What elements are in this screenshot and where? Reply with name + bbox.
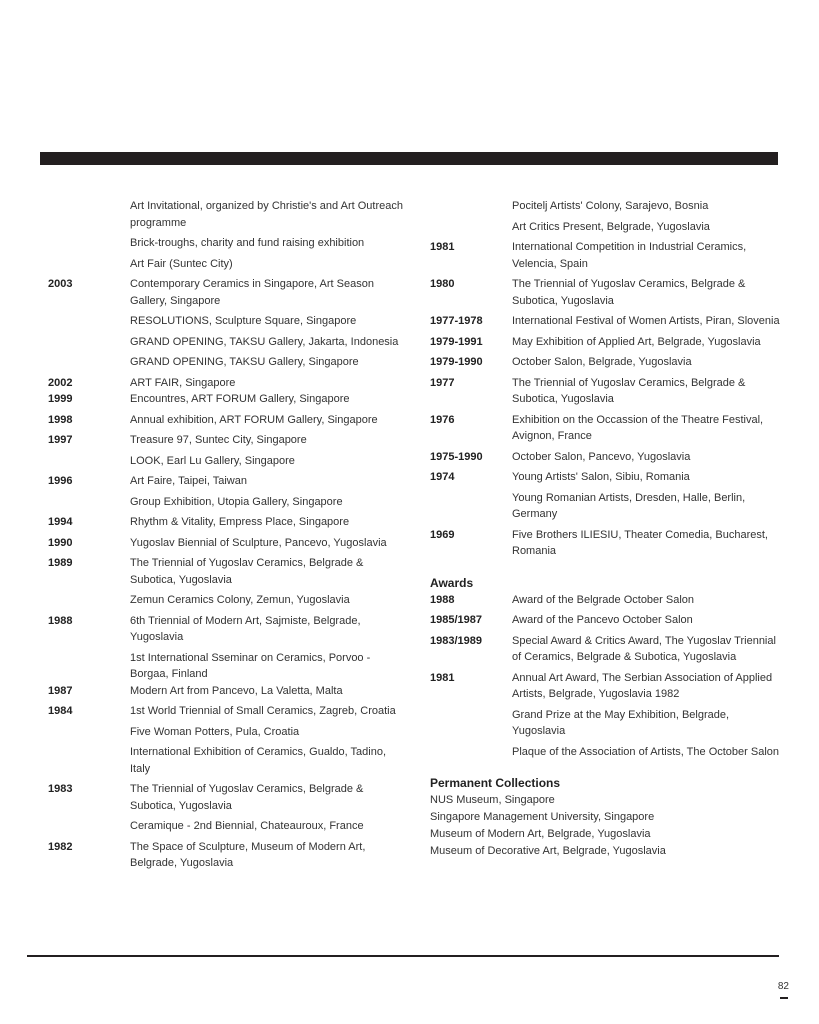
entry-year: 1988 (430, 593, 455, 606)
list-item (430, 490, 780, 523)
entry-text: Exhibition on the Occassion of the Theatre Festival, Avignon, France (512, 413, 764, 442)
list-item (48, 818, 408, 835)
entry-text: LOOK, Earl Lu Gallery, Singapore (130, 454, 295, 467)
entry-text: Young Romanian Artists, Dresden, Halle, Berlin, Germany (512, 491, 746, 520)
entry-year: 1987 (48, 684, 73, 697)
entry-text: ART FAIR, Singapore (130, 376, 236, 389)
list-item (430, 375, 780, 408)
list-item (48, 375, 408, 392)
list-item (48, 535, 408, 552)
entry-year (48, 650, 130, 683)
list-item (48, 354, 408, 371)
entry-year (430, 744, 512, 761)
list-item (430, 313, 780, 330)
entry-year (48, 334, 130, 351)
entry-text: Art Critics Present, Belgrade, Yugoslavia (512, 220, 710, 233)
entry-year (48, 313, 130, 330)
entry-year (48, 724, 130, 741)
entry-year (48, 494, 130, 511)
list-item (430, 670, 780, 703)
entry-year: 1982 (48, 840, 73, 853)
list-item (48, 683, 408, 700)
entry-year: 1974 (430, 471, 455, 483)
entry-text: Award of the Belgrade October Salon (512, 593, 695, 606)
list-item (48, 839, 408, 872)
entry-text: Annual Art Award, The Serbian Association of Applied Artists, Belgrade, Yugoslavia 1982 (512, 671, 773, 700)
entry-year: 1988 (48, 614, 73, 627)
entry-year (48, 592, 130, 609)
entry-text: Art Faire, Taipei, Taiwan (130, 475, 247, 487)
list-item (48, 650, 408, 683)
list-item (48, 256, 408, 273)
entry-year (430, 198, 512, 215)
list-item (430, 744, 780, 761)
entry-year: 1990 (48, 536, 73, 549)
entry-text: Five Brothers ILIESIU, Theater Comedia, Bucharest, Romania (512, 528, 768, 557)
collection-item: Museum of Decorative Art, Belgrade, Yugoslavia (430, 845, 666, 857)
entry-text: 1st International Sseminar on Ceramics, Porvoo - Borgaa, Finland (130, 651, 371, 680)
list-item (48, 412, 408, 429)
list-item (48, 744, 408, 777)
entry-text: Brick-troughs, charity and fund raising exhibition (130, 237, 365, 249)
entry-year: 1994 (48, 516, 73, 528)
list-item (48, 514, 408, 531)
list-item (430, 354, 780, 371)
entry-text: Art Fair (Suntec City) (130, 257, 233, 270)
entry-text: Yugoslav Biennial of Sculpture, Pancevo, Yugoslavia (130, 536, 387, 549)
footer-rule (27, 955, 779, 957)
entry-year: 1997 (48, 434, 73, 446)
entry-text: Annual exhibition, ART FORUM Gallery, Singapore (130, 413, 378, 426)
entry-text: 1st World Triennial of Small Ceramics, Zagreb, Croatia (130, 705, 396, 717)
entry-year: 1998 (48, 413, 73, 426)
entry-text: International Competition in Industrial Ceramics, Velencia, Spain (512, 241, 747, 270)
list-item (48, 313, 408, 330)
list-item (48, 453, 408, 470)
list-item (48, 432, 408, 449)
list-item (430, 527, 780, 560)
entry-text: May Exhibition of Applied Art, Belgrade, Yugoslavia (512, 335, 761, 348)
entry-text: International Exhibition of Ceramics, Gualdo, Tadino, Italy (130, 746, 386, 775)
entry-year: 1984 (48, 705, 73, 717)
entry-text: Plaque of the Association of Artists, The October Salon (512, 745, 780, 758)
entry-text: Art Invitational, organized by Christie's and Art Outreach programme (130, 200, 403, 229)
entry-text: Special Award & Critics Award, The Yugoslav Triennial of Ceramics, Belgrade & Subotica, Yugoslavia (512, 634, 776, 663)
list-item (48, 613, 408, 646)
entry-text: The Triennial of Yugoslav Ceramics, Belgrade & Subotica, Yugoslavia (130, 557, 364, 586)
entry-text: Award of the Pancevo October Salon (512, 614, 693, 626)
entry-text: Zemun Ceramics Colony, Zemun, Yugoslavia (130, 594, 350, 606)
left-column (48, 198, 408, 872)
entry-text: October Salon, Pancevo, Yugoslavia (512, 450, 691, 463)
entry-text: The Space of Sculpture, Museum of Modern Art, Belgrade, Yugoslavia (130, 840, 366, 869)
list-item (48, 494, 408, 511)
page-number-dash (780, 997, 788, 999)
entry-year: 1981 (430, 671, 455, 684)
entry-year: 1983 (48, 783, 73, 795)
entry-year: 1980 (430, 278, 455, 290)
entry-year: 1977 (430, 376, 455, 389)
list-item (48, 391, 408, 408)
entry-year: 1975-1990 (430, 450, 483, 463)
list-item (48, 473, 408, 490)
list-item (430, 198, 780, 215)
list-item (48, 235, 408, 252)
entry-year: 1981 (430, 241, 455, 253)
entry-text: Contemporary Ceramics in Singapore, Art Season Gallery, Singapore (130, 278, 374, 307)
entry-text: International Festival of Women Artists, Piran, Slovenia (512, 315, 780, 327)
entry-year: 1976 (430, 413, 455, 426)
entry-text: GRAND OPENING, TAKSU Gallery, Singapore (130, 356, 359, 368)
entry-text: Young Artists' Salon, Sibiu, Romania (512, 471, 690, 483)
list-item (430, 633, 780, 666)
list-item (430, 334, 780, 351)
entry-year: 2003 (48, 278, 73, 290)
list-item (430, 449, 780, 466)
entry-text: GRAND OPENING, TAKSU Gallery, Jakarta, Indonesia (130, 335, 399, 348)
entry-year (48, 354, 130, 371)
entry-year: 1969 (430, 528, 455, 541)
list-item (430, 707, 780, 740)
list-item (48, 334, 408, 351)
entry-text: 6th Triennial of Modern Art, Sajmiste, Belgrade, Yugoslavia (130, 614, 361, 643)
entry-year (48, 256, 130, 273)
entry-text: Group Exhibition, Utopia Gallery, Singapore (130, 495, 343, 508)
entry-year (48, 453, 130, 470)
list-item (430, 592, 780, 609)
entry-year (430, 219, 512, 236)
entry-text: Pocitelj Artists' Colony, Sarajevo, Bosnia (512, 200, 709, 212)
header-bar (40, 152, 778, 165)
entry-year (430, 707, 512, 740)
permanent-collections-heading: Permanent Collections (430, 776, 561, 790)
entry-text: The Triennial of Yugoslav Ceramics, Belgrade & Subotica, Yugoslavia (130, 783, 364, 812)
entry-text: RESOLUTIONS, Sculpture Square, Singapore (130, 315, 357, 327)
entry-year: 2002 (48, 376, 73, 389)
entry-year (48, 198, 130, 231)
entry-year (48, 744, 130, 777)
entry-text: Grand Prize at the May Exhibition, Belgrade, Yugoslavia (512, 708, 730, 737)
list-item (430, 219, 780, 236)
list-item (48, 198, 408, 231)
list-item (430, 412, 780, 445)
awards-heading: Awards (430, 575, 474, 590)
entry-year: 1979-1990 (430, 356, 483, 368)
list-item (430, 469, 780, 486)
list-item (48, 781, 408, 814)
entry-year (48, 235, 130, 252)
entry-text: October Salon, Belgrade, Yugoslavia (512, 356, 692, 368)
entry-text: The Triennial of Yugoslav Ceramics, Belgrade & Subotica, Yugoslavia (512, 376, 746, 405)
entry-text: Treasure 97, Suntec City, Singapore (130, 434, 307, 446)
list-item (48, 724, 408, 741)
entry-year: 1977-1978 (430, 315, 483, 327)
collection-item: Museum of Modern Art, Belgrade, Yugoslavia (430, 828, 651, 840)
entry-year: 1989 (48, 557, 73, 569)
entry-text: Five Woman Potters, Pula, Croatia (130, 725, 300, 738)
entry-year (48, 818, 130, 835)
list-item (48, 592, 408, 609)
page-number: 82 (777, 981, 789, 992)
entry-year: 1979-1991 (430, 335, 483, 348)
entry-year: 1983/1989 (430, 634, 482, 647)
entry-year: 1985/1987 (430, 614, 482, 626)
list-item (48, 703, 408, 720)
list-item (48, 276, 408, 309)
entry-year: 1996 (48, 475, 73, 487)
entry-text: Encountres, ART FORUM Gallery, Singapore (130, 393, 350, 405)
collection-item: Singapore Management University, Singapore (430, 811, 655, 823)
entry-text: Ceramique - 2nd Biennial, Chateauroux, France (130, 820, 364, 832)
list-item (430, 612, 780, 629)
right-column (430, 198, 780, 860)
entry-year (430, 490, 512, 523)
list-item (430, 239, 780, 272)
entry-text: The Triennial of Yugoslav Ceramics, Belgrade & Subotica, Yugoslavia (512, 278, 746, 307)
entry-year: 1999 (48, 393, 73, 405)
list-item (48, 555, 408, 588)
collection-item: NUS Museum, Singapore (430, 794, 555, 806)
list-item (430, 276, 780, 309)
entry-text: Modern Art from Pancevo, La Valetta, Malta (130, 684, 343, 697)
entry-text: Rhythm & Vitality, Empress Place, Singapore (130, 516, 350, 528)
